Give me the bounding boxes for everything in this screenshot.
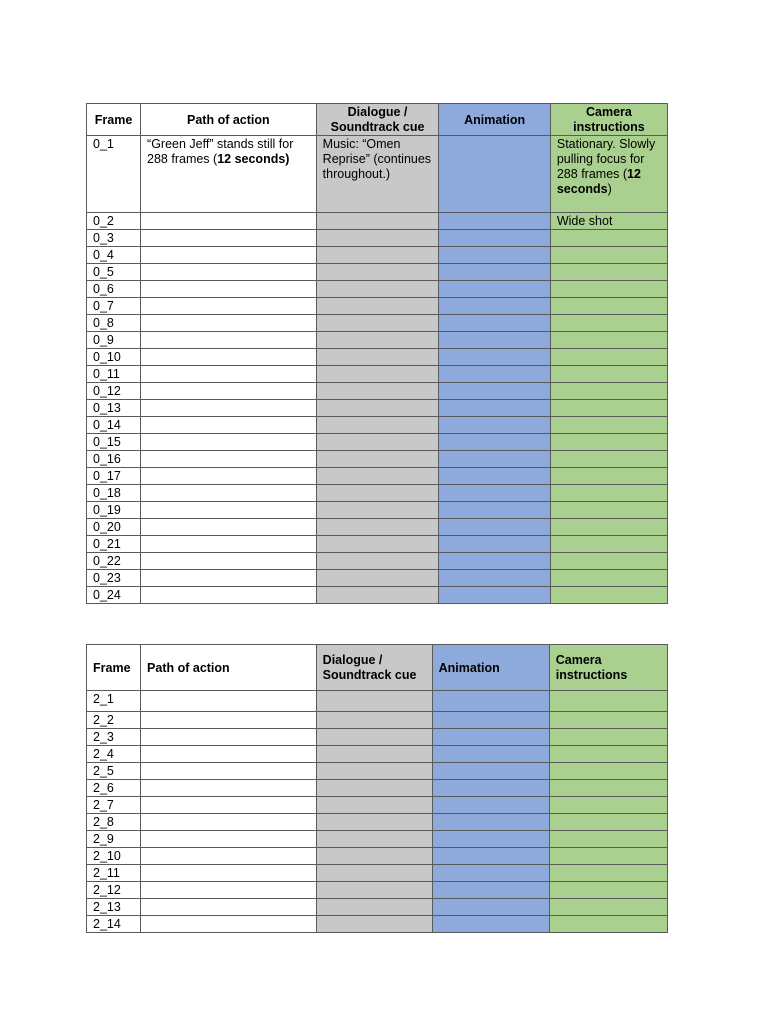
frame-cell: 0_18 (87, 485, 141, 502)
animation-cell (432, 746, 549, 763)
animation-cell (432, 780, 549, 797)
path-cell (141, 865, 317, 882)
header-path-of-action: Path of action (141, 645, 317, 691)
dialogue-cell (316, 882, 432, 899)
camera-cell (549, 797, 667, 814)
dialogue-cell (316, 712, 432, 729)
camera-cell (549, 814, 667, 831)
camera-cell (549, 746, 667, 763)
dialogue-cell (316, 281, 439, 298)
path-cell (141, 899, 317, 916)
camera-cell (549, 882, 667, 899)
path-cell (141, 417, 317, 434)
table-row (87, 848, 668, 865)
animation-cell (439, 213, 550, 230)
table-row (87, 315, 668, 332)
camera-cell (550, 519, 667, 536)
camera-cell (549, 899, 667, 916)
table-row (87, 780, 668, 797)
dialogue-cell (316, 400, 439, 417)
table-header-row (87, 104, 668, 136)
table-row (87, 213, 668, 230)
animation-cell (439, 247, 550, 264)
animation-cell (439, 332, 550, 349)
animation-cell (432, 729, 549, 746)
table-row (87, 247, 668, 264)
frame-cell: 0_7 (87, 298, 141, 315)
animation-cell (439, 417, 550, 434)
camera-tail-text: ) (607, 182, 612, 196)
frame-cell: 2_6 (87, 780, 141, 797)
path-cell (141, 587, 317, 604)
camera-cell (549, 831, 667, 848)
table-row (87, 485, 668, 502)
animation-cell (432, 916, 549, 933)
header-camera: Camera instructions (549, 645, 667, 691)
animation-cell (439, 136, 550, 213)
dialogue-cell: Music: “Omen Reprise” (continues throughout.) (316, 136, 439, 213)
dialogue-cell (316, 366, 439, 383)
dialogue-cell (316, 691, 432, 712)
dialogue-cell (316, 763, 432, 780)
animation-cell (432, 691, 549, 712)
frame-cell: 2_5 (87, 763, 141, 780)
camera-cell (550, 315, 667, 332)
dialogue-cell (316, 519, 439, 536)
frame-cell: 0_12 (87, 383, 141, 400)
path-bold-text: 12 seconds) (217, 152, 290, 166)
camera-cell (550, 298, 667, 315)
path-cell (141, 536, 317, 553)
table-row (87, 746, 668, 763)
path-text: “Green Jeff” stands still for 288 frames ( (147, 137, 294, 166)
camera-cell (550, 502, 667, 519)
frame-cell: 2_11 (87, 865, 141, 882)
animation-cell (432, 814, 549, 831)
table-row (87, 814, 668, 831)
table-row (87, 451, 668, 468)
camera-bold-text: 12 seconds (556, 167, 641, 196)
frame-cell: 0_17 (87, 468, 141, 485)
path-cell (141, 814, 317, 831)
dialogue-cell (316, 502, 439, 519)
animation-cell (439, 230, 550, 247)
table-row (87, 502, 668, 519)
camera-cell (550, 434, 667, 451)
path-cell (141, 848, 317, 865)
dialogue-cell (316, 332, 439, 349)
table-row (87, 865, 668, 882)
dialogue-cell (316, 315, 439, 332)
path-cell (141, 298, 317, 315)
animation-cell (439, 298, 550, 315)
table-row (87, 417, 668, 434)
camera-text: Stationary. Slowly pulling focus for 288 frames ( (556, 137, 656, 181)
header-dialogue: Dialogue / Soundtrack cue (316, 104, 439, 136)
header-animation: Animation (439, 104, 550, 136)
table-row (87, 366, 668, 383)
animation-cell (439, 264, 550, 281)
dialogue-cell (316, 213, 439, 230)
frame-cell: 0_24 (87, 587, 141, 604)
frame-cell: 2_2 (87, 712, 141, 729)
table-row (87, 553, 668, 570)
table-row (87, 729, 668, 746)
table-row (87, 230, 668, 247)
table-row (87, 136, 668, 213)
animation-cell (432, 797, 549, 814)
path-cell (141, 332, 317, 349)
path-cell (141, 831, 317, 848)
table-row (87, 899, 668, 916)
header-frame: Frame (87, 104, 141, 136)
frame-cell: 0_6 (87, 281, 141, 298)
frame-cell: 0_8 (87, 315, 141, 332)
frame-cell: 0_23 (87, 570, 141, 587)
camera-cell (550, 536, 667, 553)
camera-cell (550, 264, 667, 281)
header-path-of-action: Path of action (141, 104, 317, 136)
animation-cell (432, 712, 549, 729)
animation-cell (439, 434, 550, 451)
path-cell (141, 264, 317, 281)
frame-cell: 0_16 (87, 451, 141, 468)
animation-cell (439, 281, 550, 298)
camera-cell (549, 763, 667, 780)
dialogue-cell (316, 899, 432, 916)
frame-cell: 0_9 (87, 332, 141, 349)
path-cell (141, 400, 317, 417)
camera-cell (550, 349, 667, 366)
dialogue-cell (316, 780, 432, 797)
table-row (87, 536, 668, 553)
path-cell (141, 247, 317, 264)
animation-cell (439, 553, 550, 570)
table-row (87, 831, 668, 848)
path-cell (141, 882, 317, 899)
dialogue-cell (316, 468, 439, 485)
animation-cell (432, 882, 549, 899)
animation-cell (439, 315, 550, 332)
header-frame: Frame (87, 645, 141, 691)
frame-cell: 2_1 (87, 691, 141, 712)
path-cell (141, 502, 317, 519)
dialogue-cell (316, 451, 439, 468)
table-row (87, 264, 668, 281)
frame-cell: 0_10 (87, 349, 141, 366)
path-cell (141, 213, 317, 230)
frame-cell: 0_21 (87, 536, 141, 553)
dialogue-cell (316, 434, 439, 451)
camera-cell (550, 553, 667, 570)
dialogue-cell (316, 797, 432, 814)
animation-cell (439, 570, 550, 587)
animation-cell (439, 502, 550, 519)
header-animation: Animation (432, 645, 549, 691)
camera-cell (550, 332, 667, 349)
camera-cell (549, 729, 667, 746)
table-header-row (87, 645, 668, 691)
frame-cell: 0_20 (87, 519, 141, 536)
frame-cell: 0_2 (87, 213, 141, 230)
path-cell (141, 485, 317, 502)
animation-cell (439, 519, 550, 536)
camera-cell (549, 916, 667, 933)
path-cell (141, 570, 317, 587)
camera-cell (550, 485, 667, 502)
frame-cell: 2_10 (87, 848, 141, 865)
dialogue-cell (316, 831, 432, 848)
camera-cell (550, 570, 667, 587)
path-cell (141, 763, 317, 780)
camera-cell (549, 780, 667, 797)
path-cell (141, 746, 317, 763)
path-cell (141, 916, 317, 933)
dialogue-cell (316, 247, 439, 264)
dialogue-cell (316, 729, 432, 746)
table-row (87, 691, 668, 712)
path-cell (141, 230, 317, 247)
frame-cell: 0_19 (87, 502, 141, 519)
table-row (87, 281, 668, 298)
camera-cell: Wide shot (550, 213, 667, 230)
dialogue-cell (316, 485, 439, 502)
dialogue-cell (316, 349, 439, 366)
animation-cell (439, 536, 550, 553)
frame-cell: 0_4 (87, 247, 141, 264)
camera-cell (549, 712, 667, 729)
frame-cell: 0_22 (87, 553, 141, 570)
animation-cell (432, 899, 549, 916)
animation-cell (439, 468, 550, 485)
dialogue-cell (316, 298, 439, 315)
camera-cell (550, 468, 667, 485)
animation-cell (439, 451, 550, 468)
dialogue-cell (316, 417, 439, 434)
header-camera: Camera instructions (550, 104, 667, 136)
path-cell (141, 383, 317, 400)
frame-cell: 2_13 (87, 899, 141, 916)
frame-cell: 2_7 (87, 797, 141, 814)
animation-cell (439, 383, 550, 400)
animation-cell (439, 400, 550, 417)
path-cell (141, 519, 317, 536)
table-row (87, 763, 668, 780)
dialogue-cell (316, 814, 432, 831)
table-row (87, 468, 668, 485)
table-row (87, 916, 668, 933)
camera-cell (550, 366, 667, 383)
camera-cell (550, 136, 667, 213)
camera-cell (550, 451, 667, 468)
table-row (87, 298, 668, 315)
frame-cell: 2_4 (87, 746, 141, 763)
path-cell (141, 349, 317, 366)
dialogue-cell (316, 587, 439, 604)
frame-cell: 2_3 (87, 729, 141, 746)
frame-cell: 0_5 (87, 264, 141, 281)
path-cell (141, 729, 317, 746)
table-row (87, 587, 668, 604)
path-cell (141, 468, 317, 485)
path-cell (141, 281, 317, 298)
camera-cell (549, 848, 667, 865)
dialogue-cell (316, 848, 432, 865)
dialogue-cell (316, 746, 432, 763)
scene-0-storyboard-table (86, 103, 668, 604)
path-cell (141, 691, 317, 712)
path-cell (141, 434, 317, 451)
dialogue-cell (316, 553, 439, 570)
table-row (87, 570, 668, 587)
path-cell (141, 780, 317, 797)
scene-2-storyboard-table (86, 644, 668, 933)
table-row (87, 332, 668, 349)
animation-cell (432, 848, 549, 865)
frame-cell: 0_3 (87, 230, 141, 247)
path-cell (141, 553, 317, 570)
dialogue-cell (316, 264, 439, 281)
animation-cell (432, 865, 549, 882)
camera-cell (550, 383, 667, 400)
camera-cell (550, 417, 667, 434)
table-row (87, 349, 668, 366)
frame-cell: 2_14 (87, 916, 141, 933)
table-row (87, 434, 668, 451)
dialogue-cell (316, 536, 439, 553)
animation-cell (439, 485, 550, 502)
animation-cell (439, 587, 550, 604)
path-cell (141, 712, 317, 729)
camera-cell (550, 587, 667, 604)
table-row (87, 882, 668, 899)
animation-cell (439, 366, 550, 383)
camera-cell (550, 281, 667, 298)
path-cell (141, 797, 317, 814)
table-row (87, 797, 668, 814)
table-row (87, 519, 668, 536)
camera-cell (550, 400, 667, 417)
camera-cell (549, 691, 667, 712)
frame-cell: 0_13 (87, 400, 141, 417)
camera-cell (549, 865, 667, 882)
animation-cell (439, 349, 550, 366)
dialogue-cell (316, 916, 432, 933)
dialogue-cell (316, 383, 439, 400)
frame-cell: 2_12 (87, 882, 141, 899)
table-row (87, 712, 668, 729)
dialogue-cell (316, 230, 439, 247)
table-row (87, 383, 668, 400)
path-cell (141, 451, 317, 468)
dialogue-cell (316, 570, 439, 587)
path-cell (141, 366, 317, 383)
frame-cell: 0_11 (87, 366, 141, 383)
animation-cell (432, 763, 549, 780)
dialogue-cell (316, 865, 432, 882)
animation-cell (432, 831, 549, 848)
frame-cell: 0_14 (87, 417, 141, 434)
header-dialogue: Dialogue / Soundtrack cue (316, 645, 432, 691)
frame-cell: 2_9 (87, 831, 141, 848)
frame-cell: 0_1 (87, 136, 141, 213)
path-cell (141, 136, 317, 213)
frame-cell: 2_8 (87, 814, 141, 831)
path-cell (141, 315, 317, 332)
camera-cell (550, 230, 667, 247)
frame-cell: 0_15 (87, 434, 141, 451)
table-row (87, 400, 668, 417)
camera-cell (550, 247, 667, 264)
